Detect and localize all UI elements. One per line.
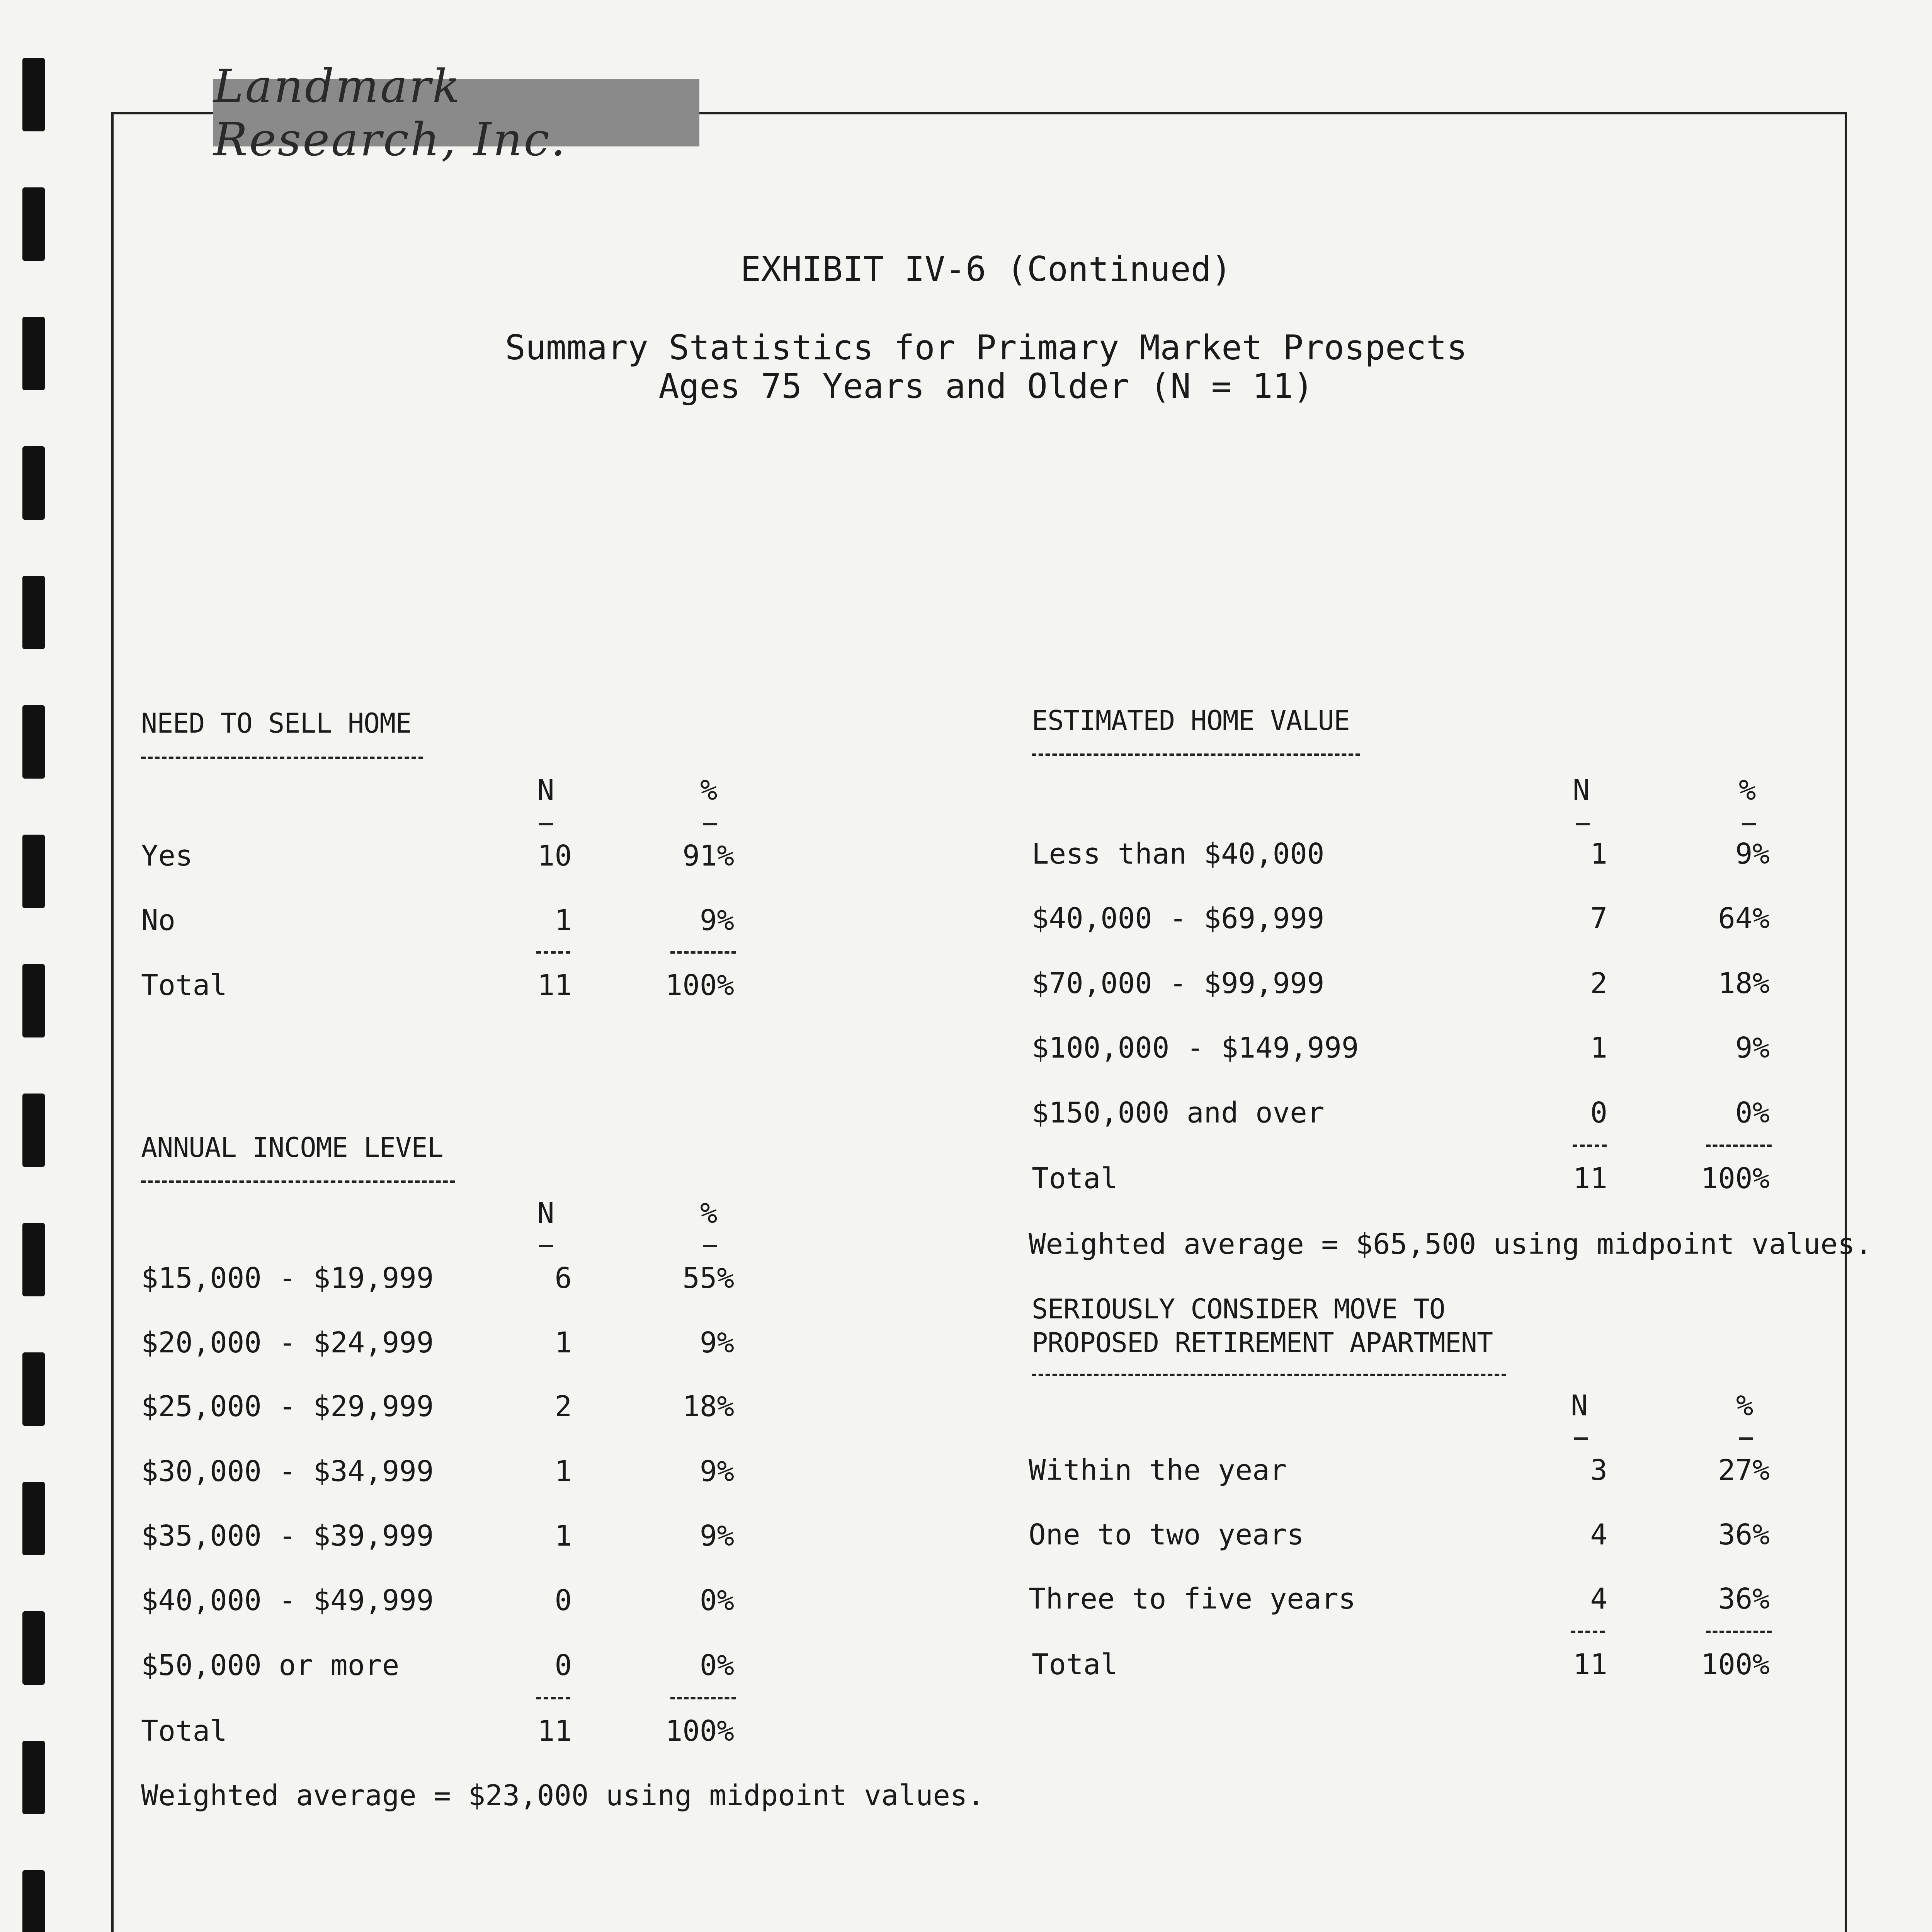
need-to-sell-pct-header: % bbox=[700, 774, 718, 807]
move-row-n: 4 bbox=[1590, 1518, 1607, 1551]
binder-mark bbox=[22, 835, 45, 908]
income-row-pct: 55% bbox=[682, 1262, 734, 1295]
need-to-sell-row-label: Yes bbox=[141, 839, 193, 872]
move-row-label: One to two years bbox=[1029, 1518, 1304, 1551]
income-row-label: $20,000 - $24,999 bbox=[141, 1326, 434, 1359]
income-row-pct: 0% bbox=[699, 1584, 734, 1617]
income-row-n: 1 bbox=[554, 1519, 572, 1553]
home-value-row-n: 2 bbox=[1590, 967, 1607, 1000]
exhibit-subtitle bbox=[0, 328, 1932, 406]
income-pct-total-rule bbox=[670, 1697, 736, 1699]
income-total-pct: 100% bbox=[665, 1714, 734, 1748]
home-value-row-n: 1 bbox=[1590, 1031, 1607, 1065]
move-row-pct: 36% bbox=[1718, 1518, 1770, 1551]
move-pct-header: % bbox=[1736, 1389, 1753, 1422]
home-value-row-pct: 64% bbox=[1718, 902, 1770, 935]
home-value-row-n: 1 bbox=[1590, 837, 1607, 871]
binder-mark bbox=[22, 1741, 45, 1814]
binder-mark bbox=[22, 1870, 45, 1932]
need-to-sell-row-n: 10 bbox=[537, 839, 572, 872]
home-value-row-label: $150,000 and over bbox=[1032, 1096, 1325, 1129]
need-to-sell-total-label: Total bbox=[141, 969, 227, 1002]
income-row-label: $40,000 - $49,999 bbox=[141, 1584, 434, 1617]
income-row-n: 0 bbox=[554, 1584, 572, 1617]
home-value-row-pct: 0% bbox=[1735, 1096, 1770, 1129]
binder-mark bbox=[22, 964, 45, 1037]
income-row-pct: 9% bbox=[699, 1326, 734, 1359]
move-row-n: 3 bbox=[1590, 1454, 1607, 1487]
home-value-row-label: $40,000 - $69,999 bbox=[1032, 902, 1325, 935]
move-pct-dash bbox=[1739, 1437, 1753, 1440]
binder-mark bbox=[22, 705, 45, 779]
home-value-title: ESTIMATED HOME VALUE bbox=[1032, 705, 1350, 736]
move-title-line-1: SERIOUSLY CONSIDER MOVE TO bbox=[1032, 1293, 1445, 1325]
need-to-sell-pct-total-rule bbox=[670, 951, 736, 954]
home-value-row-n: 7 bbox=[1590, 902, 1607, 935]
home-value-row-label: Less than $40,000 bbox=[1032, 837, 1325, 871]
income-row-pct: 18% bbox=[682, 1390, 734, 1423]
move-row-label: Three to five years bbox=[1029, 1582, 1356, 1616]
home-value-row-pct: 9% bbox=[1735, 837, 1770, 871]
company-logo bbox=[213, 60, 699, 166]
need-to-sell-total-pct: 100% bbox=[665, 969, 734, 1002]
income-row-n: 2 bbox=[554, 1390, 572, 1423]
home-value-n-dash bbox=[1576, 823, 1590, 825]
move-row-label: Within the year bbox=[1029, 1454, 1287, 1487]
move-row-n: 4 bbox=[1590, 1582, 1607, 1616]
binder-mark bbox=[22, 576, 45, 649]
need-to-sell-total-n: 11 bbox=[537, 969, 572, 1002]
home-value-row-pct: 18% bbox=[1718, 967, 1770, 1000]
income-total-n: 11 bbox=[537, 1714, 572, 1748]
home-value-weighted-average-note: Weighted average = $65,500 using midpoint values. bbox=[1029, 1228, 1872, 1261]
subtitle-line-2: Ages 75 Years and Older (N = 11) bbox=[658, 366, 1314, 406]
home-value-pct-dash bbox=[1742, 823, 1756, 825]
home-value-row-label: $100,000 - $149,999 bbox=[1032, 1031, 1359, 1065]
income-title: ANNUAL INCOME LEVEL bbox=[141, 1132, 443, 1163]
income-row-label: $15,000 - $19,999 bbox=[141, 1262, 434, 1295]
income-n-dash bbox=[539, 1245, 553, 1247]
binder-mark bbox=[22, 1482, 45, 1555]
income-row-label: $25,000 - $29,999 bbox=[141, 1390, 434, 1423]
income-weighted-average-note: Weighted average = $23,000 using midpoint values. bbox=[141, 1779, 985, 1812]
move-underline bbox=[1032, 1374, 1506, 1376]
home-value-total-n: 11 bbox=[1573, 1162, 1607, 1195]
income-row-n: 0 bbox=[554, 1649, 572, 1682]
move-n-header: N bbox=[1571, 1389, 1588, 1422]
move-title-line-2: PROPOSED RETIREMENT APARTMENT bbox=[1032, 1327, 1493, 1359]
home-value-pct-total-rule bbox=[1706, 1145, 1772, 1147]
need-to-sell-underline bbox=[141, 757, 423, 759]
home-value-total-label: Total bbox=[1032, 1162, 1118, 1195]
move-row-pct: 36% bbox=[1718, 1582, 1770, 1616]
subtitle-line-1: Summary Statistics for Primary Market Prospects bbox=[505, 328, 1468, 367]
binder-mark bbox=[22, 58, 45, 131]
need-to-sell-title: NEED TO SELL HOME bbox=[141, 707, 412, 739]
income-row-pct: 9% bbox=[699, 1519, 734, 1553]
need-to-sell-row-label: No bbox=[141, 904, 176, 937]
income-row-label: $35,000 - $39,999 bbox=[141, 1519, 434, 1553]
move-row-pct: 27% bbox=[1718, 1454, 1770, 1487]
need-to-sell-n-header: N bbox=[537, 774, 554, 807]
income-row-n: 6 bbox=[554, 1262, 572, 1295]
exhibit-title: EXHIBIT IV-6 (Continued) bbox=[740, 249, 1232, 289]
need-to-sell-row-pct: 9% bbox=[699, 904, 734, 937]
binder-mark bbox=[22, 1094, 45, 1167]
income-row-n: 1 bbox=[554, 1455, 572, 1488]
need-to-sell-row-pct: 91% bbox=[682, 839, 734, 872]
need-to-sell-n-total-rule bbox=[536, 951, 570, 954]
income-row-label: $30,000 - $34,999 bbox=[141, 1455, 434, 1488]
binder-mark bbox=[22, 1352, 45, 1426]
home-value-row-n: 0 bbox=[1590, 1096, 1607, 1129]
home-value-n-header: N bbox=[1573, 774, 1590, 807]
move-total-n: 11 bbox=[1573, 1648, 1607, 1681]
income-pct-header: % bbox=[700, 1197, 718, 1230]
move-pct-total-rule bbox=[1706, 1631, 1772, 1633]
income-underline bbox=[141, 1180, 455, 1183]
move-n-total-rule bbox=[1571, 1631, 1605, 1633]
need-to-sell-pct-dash bbox=[703, 823, 717, 825]
home-value-underline bbox=[1032, 753, 1360, 756]
binder-mark bbox=[22, 1223, 45, 1296]
income-pct-dash bbox=[703, 1245, 717, 1247]
home-value-pct-header: % bbox=[1739, 774, 1756, 807]
binder-mark bbox=[22, 1611, 45, 1685]
move-total-label: Total bbox=[1032, 1648, 1118, 1681]
income-n-header: N bbox=[537, 1197, 554, 1230]
income-row-pct: 9% bbox=[699, 1455, 734, 1488]
income-row-label: $50,000 or more bbox=[141, 1649, 400, 1682]
need-to-sell-n-dash bbox=[539, 823, 553, 825]
income-n-total-rule bbox=[536, 1697, 570, 1699]
income-row-pct: 0% bbox=[699, 1649, 734, 1682]
binder-mark bbox=[22, 446, 45, 520]
move-n-dash bbox=[1574, 1437, 1588, 1440]
logo-text: Landmark Research, Inc. bbox=[213, 60, 567, 166]
home-value-n-total-rule bbox=[1573, 1145, 1607, 1147]
need-to-sell-row-n: 1 bbox=[554, 904, 572, 937]
income-row-n: 1 bbox=[554, 1326, 572, 1359]
home-value-total-pct: 100% bbox=[1701, 1162, 1770, 1195]
income-total-label: Total bbox=[141, 1714, 227, 1748]
home-value-row-pct: 9% bbox=[1735, 1031, 1770, 1065]
home-value-row-label: $70,000 - $99,999 bbox=[1032, 967, 1325, 1000]
move-total-pct: 100% bbox=[1701, 1648, 1770, 1681]
